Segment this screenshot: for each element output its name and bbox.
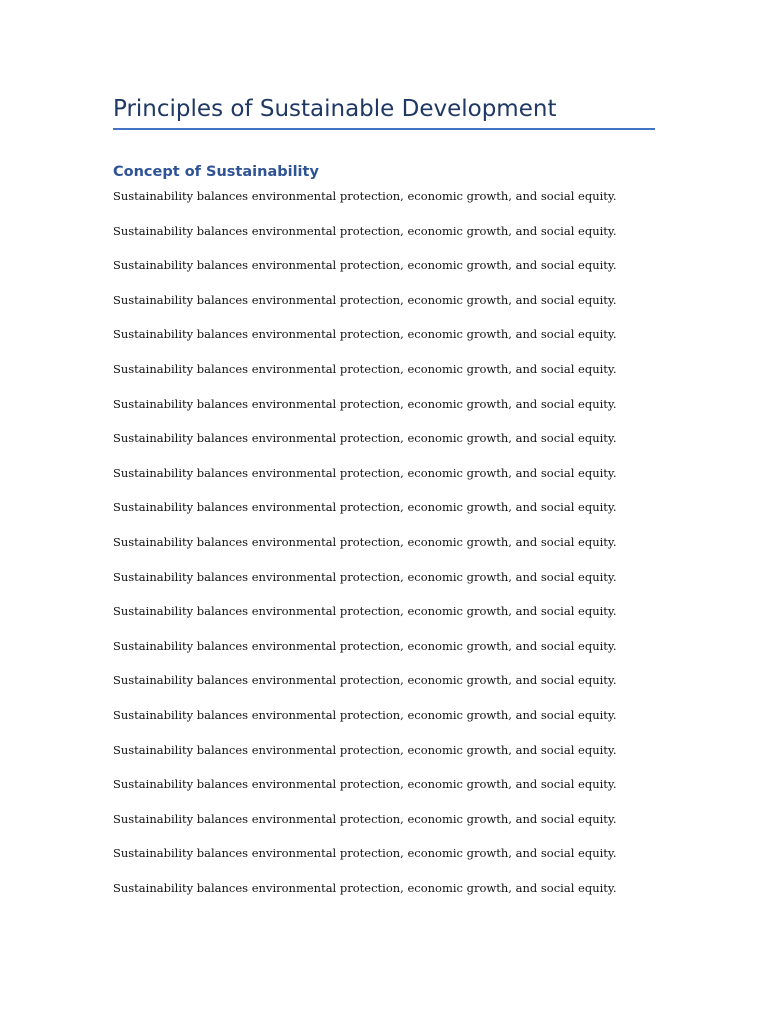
body-paragraph: Sustainability balances environmental protection, economic growth, and social equity. [113,673,617,688]
body-paragraph: Sustainability balances environmental protection, economic growth, and social equity. [113,638,617,653]
paragraph-list [113,186,673,912]
title-underline-rule [113,128,655,130]
body-paragraph: Sustainability balances environmental protection, economic growth, and social equity. [113,258,617,273]
document-title: Principles of Sustainable Development [113,96,557,122]
body-paragraph: Sustainability balances environmental protection, economic growth, and social equity. [113,189,617,203]
body-paragraph: Sustainability balances environmental protection, economic growth, and social equity. [113,569,617,584]
body-paragraph: Sustainability balances environmental protection, economic growth, and social equity. [113,431,617,446]
body-paragraph: Sustainability balances environmental protection, economic growth, and social equity. [113,223,617,238]
body-paragraph: Sustainability balances environmental protection, economic growth, and social equity. [113,604,617,619]
body-paragraph: Sustainability balances environmental protection, economic growth, and social equity. [113,707,617,722]
body-paragraph: Sustainability balances environmental protection, economic growth, and social equity. [113,811,617,826]
body-paragraph: Sustainability balances environmental protection, economic growth, and social equity. [113,500,617,515]
body-paragraph: Sustainability balances environmental protection, economic growth, and social equity. [113,396,617,411]
body-paragraph: Sustainability balances environmental protection, economic growth, and social equity. [113,742,617,757]
body-paragraph: Sustainability balances environmental protection, economic growth, and social equity. [113,327,617,342]
body-paragraph: Sustainability balances environmental protection, economic growth, and social equity. [113,534,617,549]
section-heading: Concept of Sustainability [113,164,319,180]
body-paragraph: Sustainability balances environmental protection, economic growth, and social equity. [113,777,617,792]
body-paragraph: Sustainability balances environmental protection, economic growth, and social equity. [113,846,617,861]
body-paragraph: Sustainability balances environmental protection, economic growth, and social equity. [113,880,617,895]
body-paragraph: Sustainability balances environmental protection, economic growth, and social equity. [113,465,617,480]
body-paragraph: Sustainability balances environmental protection, economic growth, and social equity. [113,361,617,376]
body-paragraph: Sustainability balances environmental protection, economic growth, and social equity. [113,292,617,307]
